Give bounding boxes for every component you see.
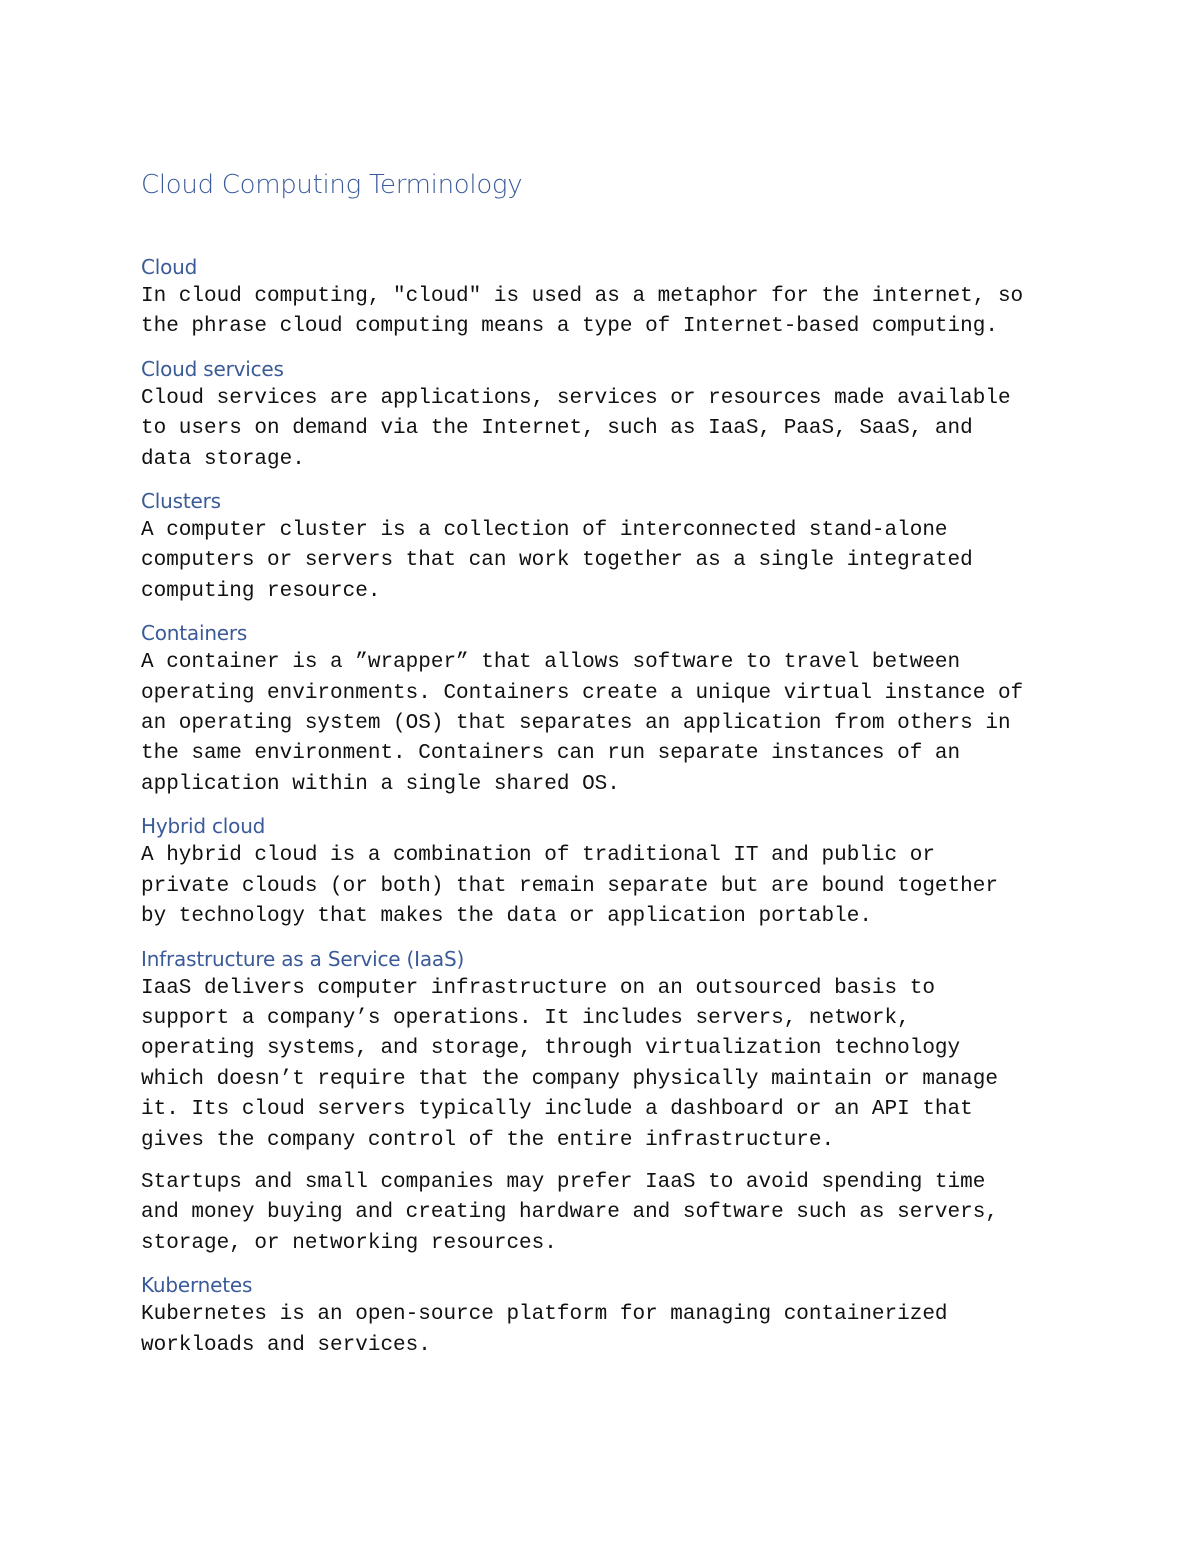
- entry-clusters: [141, 487, 1061, 607]
- entry-iaas: [141, 945, 1061, 1260]
- definition-paragraph: A container is a ”wrapper” that allows software to travel between operating environments. Containers create a unique virtual instance of an operating system (OS) that separates an application from others in the same environment. Containers can run separate instances of an application within a single shared OS.: [141, 651, 1024, 796]
- term-heading: Cloud services: [141, 356, 284, 381]
- entry-containers: [141, 619, 1061, 800]
- term-heading: Clusters: [141, 489, 221, 514]
- entry-cloud-services: [141, 355, 1061, 475]
- document-title: Cloud Computing Terminology: [141, 170, 523, 200]
- definition-paragraph: Startups and small companies may prefer IaaS to avoid spending time and money buying and creating hardware and software such as servers, storage, or networking resources.: [141, 1170, 998, 1255]
- definition-paragraph: Kubernetes is an open-source platform for managing containerized workloads and services.: [141, 1303, 948, 1357]
- entry-kubernetes: [141, 1271, 1061, 1361]
- definition-paragraph: A hybrid cloud is a combination of traditional IT and public or private clouds (or both) that remain separate but are bound together by technology that makes the data or application portable.: [141, 844, 998, 929]
- term-heading: Containers: [141, 621, 248, 646]
- definition-paragraph: IaaS delivers computer infrastructure on an outsourced basis to support a company’s operations. It includes servers, network, operating systems, and storage, through virtualization technology which doesn’t require that the company physically maintain or manage it. Its cloud servers typically include a dashboard or an API that gives the company control of the entire infrastructure.: [141, 976, 998, 1152]
- entry-hybrid-cloud: [141, 812, 1061, 932]
- definition-paragraph: In cloud computing, "cloud" is used as a metaphor for the internet, so the phrase cloud computing means a type of Internet-based computing.: [141, 285, 1024, 339]
- term-heading: Infrastructure as a Service (IaaS): [141, 946, 465, 971]
- definition-paragraph: Cloud services are applications, services or resources made available to users on demand via the Internet, such as IaaS, PaaS, SaaS, and data storage.: [141, 386, 1011, 471]
- definition-paragraph: A computer cluster is a collection of interconnected stand-alone computers or servers that can work together as a single integrated computing resource.: [141, 519, 973, 603]
- entry-cloud: [141, 253, 1061, 343]
- term-heading: Cloud: [141, 255, 198, 279]
- document-page: [141, 166, 1061, 1373]
- term-heading: Hybrid cloud: [141, 814, 266, 839]
- term-heading: Kubernetes: [141, 1273, 253, 1298]
